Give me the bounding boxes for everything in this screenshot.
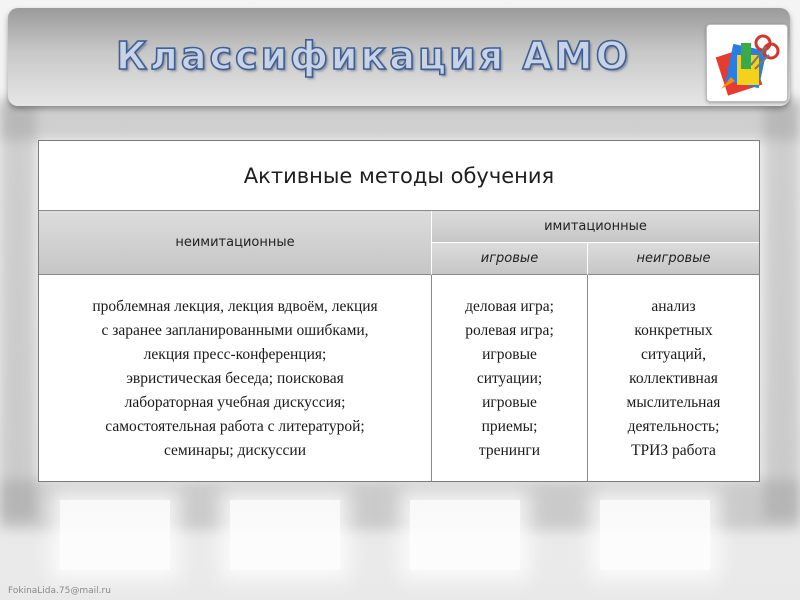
subcolumn-nongame-header: неигровые: [588, 243, 759, 275]
school-supplies-icon: [711, 29, 783, 97]
method-line: игровые: [482, 394, 537, 411]
footer-email: FokinaLida.75@mail.ru: [8, 586, 111, 596]
method-line: тренинги: [478, 442, 541, 459]
method-line: анализ: [651, 298, 696, 315]
method-line: деятельность;: [627, 418, 720, 435]
method-line: конкретных: [634, 322, 713, 339]
column-imitation-header: имитационные: [432, 211, 759, 243]
method-line: деловая игра;: [465, 298, 554, 315]
nongame-methods-cell: [588, 275, 759, 481]
method-line: ситуации;: [476, 370, 543, 387]
game-methods-cell: [432, 275, 588, 481]
method-line: игровые: [482, 346, 537, 363]
logo-image: [706, 24, 788, 102]
method-line: семинары; дискуссии: [163, 442, 307, 459]
method-line: ситуаций,: [641, 346, 706, 363]
method-line: с заранее запланированными ошибками,: [101, 322, 369, 339]
classification-table: [38, 140, 760, 482]
method-line: самостоятельная работа с литературой;: [105, 418, 365, 435]
title-banner: [8, 8, 790, 106]
method-line: мыслительная: [626, 394, 721, 411]
method-line: ролевая игра;: [465, 322, 554, 339]
method-line: проблемная лекция, лекция вдвоём, лекция: [92, 298, 378, 315]
method-line: ТРИЗ работа: [631, 442, 716, 459]
method-line: коллективная: [629, 370, 718, 387]
table-header: Активные методы обучения: [39, 141, 759, 211]
method-line: лабораторная учебная дискуссия;: [124, 394, 346, 411]
nonimitation-methods-cell: [39, 275, 432, 481]
method-line: лекция пресс-конференция;: [143, 346, 327, 363]
slide-title: Классификация АМО: [116, 34, 631, 78]
method-line: приемы;: [481, 418, 538, 435]
subcolumn-game-header: игровые: [432, 243, 588, 275]
column-nonimitation-header: неимитационные: [39, 211, 432, 275]
method-line: эвристическая беседа; поисковая: [126, 370, 344, 387]
